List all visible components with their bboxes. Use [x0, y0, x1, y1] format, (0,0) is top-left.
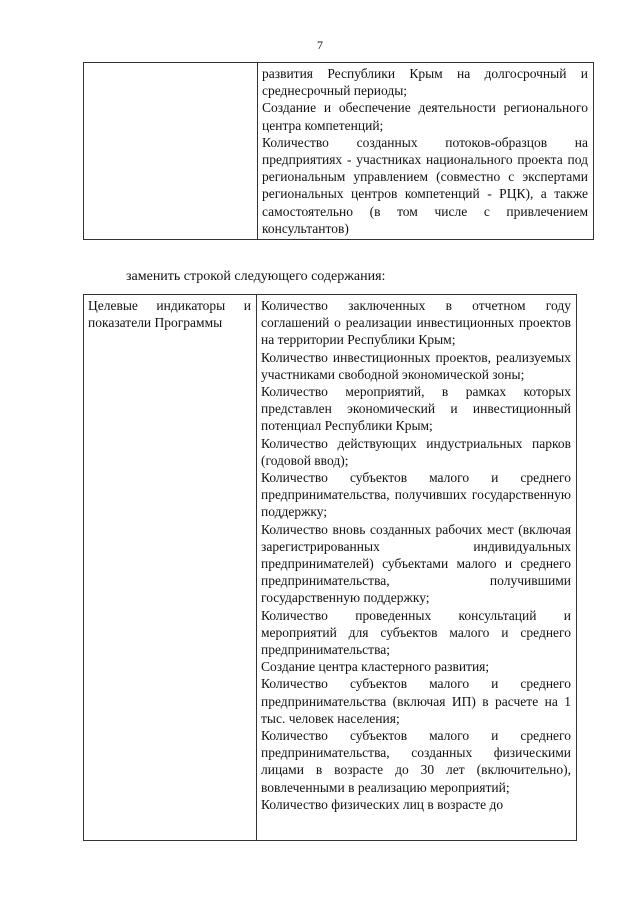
- list-item: Количество действующих индустриальных парков (годовой ввод);: [261, 435, 571, 468]
- table-row: [84, 295, 577, 841]
- replacement-intro-text: заменить строкой следующего содержания:: [126, 269, 386, 284]
- left-cell: [84, 63, 258, 240]
- replacement-table: [83, 294, 577, 841]
- list-item: Количество проведенных консультаций и мероприятий для субъектов малого и среднего предпринимательства;: [261, 607, 571, 658]
- list-item: Количество инвестиционных проектов, реализуемых участниками свободной экономической зоны;: [261, 349, 571, 382]
- list-item: Количество субъектов малого и среднего предпринимательства, созданных физическими лицами в возрасте до 30 лет (включительно), вовлеченными в реализацию мероприятий;: [261, 728, 571, 795]
- continuation-table: [83, 62, 594, 240]
- list-item: развития Республики Крым на долгосрочный и среднесрочный периоды;: [262, 66, 588, 99]
- list-item: Создание центра кластерного развития;: [261, 659, 490, 675]
- list-item: Количество созданных потоков-образцов на предприятиях - участниках национального проекта под региональным управлением (совместно с экспертами региональных центров компетенций - РЦК), а также самостоятельно (в том числе с привлечением консультантов): [262, 134, 588, 236]
- indicators-label-cell: Целевые индикаторы и показатели Программы: [84, 295, 257, 841]
- list-item: Количество физических лиц в возрасте до: [261, 796, 504, 812]
- list-item: Количество вновь созданных рабочих мест (включая зарегистрированных индивидуальных предпринимателей) субъектами малого и среднего предпринимательства, получившими государственную поддержку;: [261, 521, 571, 606]
- page-number: 7: [317, 38, 323, 52]
- indicators-list-cell: [257, 295, 577, 841]
- list-item: Создание и обеспечение деятельности регионального центра компетенций;: [262, 100, 588, 133]
- list-item: Количество субъектов малого и среднего предпринимательства, получивших государственную поддержку;: [261, 470, 571, 520]
- table-row: [84, 63, 594, 240]
- list-item: Количество заключенных в отчетном году соглашений о реализации инвестиционных проектов на территории Республики Крым;: [261, 298, 571, 348]
- list-item: Количество субъектов малого и среднего предпринимательства (включая ИП) в расчете на 1 тыс. человек населения;: [261, 676, 571, 726]
- list-item: Количество мероприятий, в рамках которых представлен экономический и инвестиционный потенциал Республики Крым;: [261, 384, 571, 434]
- right-cell: [258, 63, 594, 240]
